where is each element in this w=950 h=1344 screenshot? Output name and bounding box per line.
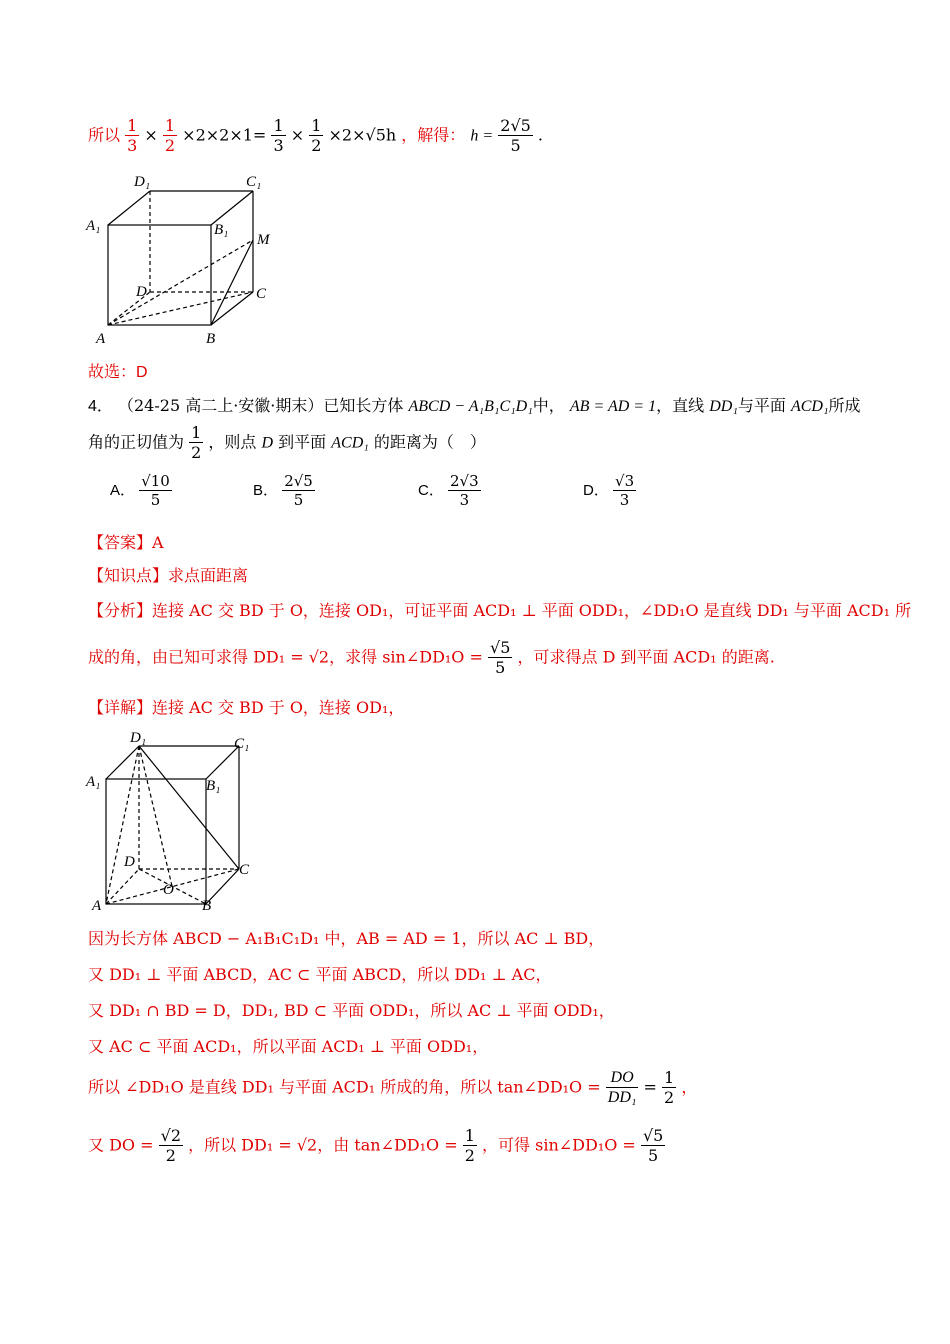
option-d[interactable]	[583, 474, 636, 508]
fig1-label: A	[96, 331, 106, 347]
math-text: ACD₁	[331, 434, 369, 452]
option-label: B．	[253, 481, 279, 499]
fig2-label: B	[202, 898, 212, 914]
text: 角的正切值为	[88, 432, 185, 452]
knowledge-point: 【知识点】求点面距离	[88, 566, 249, 585]
text: 又 DO =	[88, 1135, 154, 1155]
fig1-label: A₁	[86, 218, 101, 234]
detail-line-1: 【详解】连接 AC 交 BD 于 O，连接 OD₁，	[88, 698, 405, 717]
question-4-line-1	[88, 393, 861, 416]
cube-figure-2	[84, 724, 264, 916]
fraction: $\frac{1}{3}$	[273, 116, 284, 155]
fig1-label: C	[256, 286, 267, 302]
option-label: D．	[583, 481, 609, 499]
proof-line-1: 因为长方体 ABCD − A₁B₁C₁D₁ 中，AB = AD = 1，所以 AC ⊥ BD，	[88, 929, 605, 948]
eq-mid: ，解得：	[401, 125, 466, 145]
question-4-line-2	[88, 425, 486, 461]
fraction: $\frac{√5}{5}$	[490, 638, 511, 677]
fraction: $\frac{1}{3}$	[127, 116, 138, 155]
text: ，	[681, 1077, 698, 1097]
text: =	[643, 1077, 657, 1097]
fig1-label: D₁	[134, 174, 151, 190]
fig2-label: D₁	[130, 730, 147, 746]
option-b[interactable]	[253, 474, 315, 508]
eq-end: .	[537, 125, 544, 145]
question-number: 4．	[88, 398, 113, 415]
text: ，可求得点 D 到平面 ACD₁ 的距离.	[517, 647, 775, 667]
fraction: $\frac{2√5}{5}$	[284, 472, 313, 509]
fraction: $\frac{1}{2}$	[311, 116, 322, 155]
eq-lhs: ×2×2×1=	[182, 125, 267, 145]
option-a[interactable]	[110, 474, 172, 508]
text: 成的角，由已知可求得 DD₁ = √2，求得 sin∠DD₁O =	[88, 647, 483, 667]
eq-prefix: 所以	[88, 125, 121, 145]
fig1-label: M	[257, 232, 270, 248]
analysis-line-1: 【分析】连接 AC 交 BD 于 O，连接 OD₁，可证平面 ACD₁ ⊥ 平面 ODD₁，∠DD₁O 是直线 DD₁ 与平面 ACD₁ 所	[88, 601, 912, 620]
math-text: ACD₁	[790, 398, 829, 415]
fraction: $\frac{DO}{\text{DD₁}}$	[607, 1069, 637, 1106]
text: 所成	[828, 396, 861, 415]
text: 到平面	[278, 432, 327, 452]
fig2-label: A	[92, 898, 102, 914]
fraction: $\frac{√3}{3}$	[615, 472, 635, 509]
fraction: $\frac{2√5}{5}$	[500, 116, 531, 155]
proof-line-2: 又 DD₁ ⊥ 平面 ABCD，AC ⊂ 平面 ABCD，所以 DD₁ ⊥ AC，	[88, 965, 552, 984]
fraction: $\frac{√2}{2}$	[160, 1126, 181, 1165]
fig2-label: B₁	[206, 778, 221, 794]
option-label: A．	[110, 481, 136, 499]
eq-rhs: ×2×√5h	[328, 125, 397, 145]
text: ，直线	[656, 396, 705, 415]
fig1-label: B₁	[214, 222, 229, 238]
text: ，可得 sin∠DD₁O =	[482, 1135, 636, 1155]
fraction: $\frac{√5}{5}$	[642, 1126, 664, 1165]
text: 与平面	[737, 396, 786, 415]
text: ，则点	[208, 432, 257, 452]
proof-line-6	[88, 1128, 665, 1164]
fig2-label: D	[124, 854, 135, 870]
question-source: （24-25 高二上·安徽·期末）已知长方体	[118, 396, 404, 415]
cube-figure-1	[82, 168, 282, 350]
fig2-label: C₁	[234, 736, 250, 752]
option-c[interactable]	[418, 474, 481, 508]
fraction: $\frac{1}{2}$	[164, 116, 176, 155]
fig1-label: B	[206, 331, 216, 347]
eq-h: h =	[470, 127, 494, 145]
math-text: AB = AD = 1	[569, 398, 657, 415]
text: 的距离为（ ）	[373, 432, 486, 452]
text: 所以 ∠DD₁O 是直线 DD₁ 与平面 ACD₁ 所成的角，所以 tan∠DD₁O =	[88, 1077, 601, 1097]
answer: 【答案】A	[88, 533, 164, 552]
fraction: $\frac{1}{2}$	[664, 1068, 675, 1107]
proof-line-5	[88, 1070, 697, 1106]
fig2-label: A₁	[86, 774, 101, 790]
fraction: $\frac{1}{2}$	[464, 1126, 475, 1165]
text: ，所以 DD₁ = √2，由 tan∠DD₁O =	[188, 1135, 458, 1155]
fig2-label: C	[239, 862, 250, 878]
fraction: $\frac{1}{2}$	[191, 423, 202, 462]
fig2-label: O	[163, 882, 174, 898]
math-text: DD₁	[709, 398, 738, 415]
proof-line-4: 又 AC ⊂ 平面 ACD₁，所以平面 ACD₁ ⊥ 平面 ODD₁，	[88, 1037, 489, 1056]
fig1-label: C₁	[246, 174, 262, 190]
math-text: ABCD − A₁B₁C₁D₁	[408, 398, 533, 415]
choice-previous: 故选：D	[88, 364, 148, 381]
option-label: C．	[418, 481, 444, 499]
text: 中，	[532, 396, 565, 415]
fraction: $\frac{√10}{5}$	[141, 472, 170, 509]
analysis-line-2	[88, 640, 775, 676]
fig1-label: D	[136, 284, 147, 300]
equation-volume: 所以 $\frac{1}{3}$ × $\frac{1}{2}$ ×2×2×1= $\frac{1}{3}$ × $\frac{1}{2}$ ×2×√5h ，解得： h = $\frac{2√5}{5}$ .	[88, 116, 544, 155]
proof-line-3: 又 DD₁ ∩ BD = D，DD₁, BD ⊂ 平面 ODD₁，所以 AC ⊥ 平面 ODD₁，	[88, 1001, 615, 1020]
fraction: $\frac{2√3}{3}$	[450, 472, 479, 509]
math-text: D	[261, 434, 274, 452]
